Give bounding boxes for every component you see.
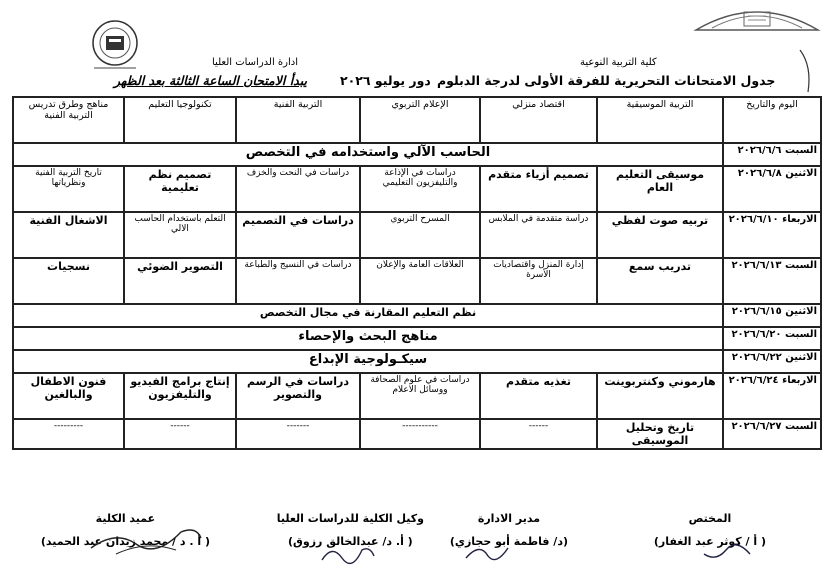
signature-name: ( أ . د / محمد زيدان عبد الحميد): [40, 535, 210, 548]
signature-name: ( أ / كوثر عبد الغفار): [653, 535, 766, 548]
shared-subject: الحاسب الآلي واستخدامه في التخصص: [13, 143, 723, 166]
exam-date: الاثنين ٢٠٢٦/٦/٨: [723, 166, 821, 212]
shared-subject: نظم التعليم المقارنة في مجال التخصص: [13, 304, 723, 327]
subject-cell: ------: [480, 419, 597, 449]
table-row: [13, 143, 821, 166]
column-header-art-curricula: مناهج وطرق تدريس التربية الفنية: [13, 97, 124, 143]
column-header-art-education: التربية الفنية: [236, 97, 360, 143]
exam-schedule-table: [12, 96, 822, 450]
subject-cell: إدارة المنزل واقتصاديات الأسرة: [480, 258, 597, 304]
subject-cell: دراسات في علوم الصحافة ووسائل الاعلام: [360, 373, 480, 419]
subject-cell: دراسات في النحت والخزف: [236, 166, 360, 212]
subject-cell: هارموني وكنتربوينت: [597, 373, 723, 419]
subject-cell: ---------: [13, 419, 124, 449]
subject-cell: تغذيه متقدم: [480, 373, 597, 419]
table-row: [13, 166, 821, 212]
subject-cell: تاريخ التربية الفنية ونظرياتها: [13, 166, 124, 212]
subject-cell: تصميم أزياء متقدم: [480, 166, 597, 212]
subject-cell: تصميم نظم تعليمية: [124, 166, 236, 212]
column-header-music: التربية الموسيقية: [597, 97, 723, 143]
subject-cell: دراسات في التصميم: [236, 212, 360, 258]
subject-cell: ------: [124, 419, 236, 449]
subject-cell: التعلم باستخدام الحاسب الالي: [124, 212, 236, 258]
exam-date: الاربعاء ٢٠٢٦/٦/٢٤: [723, 373, 821, 419]
signature-name: ( أ. د/ عبدالخالق رزوق): [288, 535, 413, 548]
handwritten-signature-vice-dean: [318, 540, 378, 566]
exam-date: الاثنين ٢٠٢٦/٦/٢٢: [723, 350, 821, 373]
college-logo: [84, 18, 146, 72]
subject-cell: دراسات في الرسم والتصوير: [236, 373, 360, 419]
table-row: [13, 419, 821, 449]
subject-cell: دراسة متقدمة في الملابس: [480, 212, 597, 258]
subject-cell: دراسات في النسيج والطباعة: [236, 258, 360, 304]
handwritten-signature-admin-director: [462, 540, 512, 566]
signature-role: المختص: [688, 512, 732, 525]
signature-name: (د/ فاطمة أبو حجازي): [449, 535, 568, 548]
exam-date: السبت ٢٠٢٦/٦/١٣: [723, 258, 821, 304]
column-header-educational-technology: تكنولوجيا التعليم: [124, 97, 236, 143]
subject-cell: -----------: [360, 419, 480, 449]
exam-date: الاثنين ٢٠٢٦/٦/١٥: [723, 304, 821, 327]
subject-cell: -------: [236, 419, 360, 449]
table-row: [13, 304, 821, 327]
signature-role: مدير الادارة: [477, 512, 540, 525]
session-label: دور يوليو ٢٠٢٦: [340, 73, 431, 88]
exam-date: السبت ٢٠٢٦/٦/٢٠: [723, 327, 821, 350]
pen-mark: [796, 46, 820, 96]
exam-date: السبت ٢٠٢٦/٦/٢٧: [723, 419, 821, 449]
subject-cell: إنتاج برامج الفيديو والتليفزيون: [124, 373, 236, 419]
subject-cell: تربيه صوت لفظي: [597, 212, 723, 258]
table-row: [13, 327, 821, 350]
shared-subject: سيكـولوجية الإبداع: [13, 350, 723, 373]
column-header-educational-media: الإعلام التربوي: [360, 97, 480, 143]
signature-role: عميد الكلية: [95, 512, 156, 525]
handwritten-signature-dean: [86, 510, 206, 560]
subject-cell: التصوير الضوئي: [124, 258, 236, 304]
exam-start-time: يبدأ الامتحان الساعة الثالثة بعد الظهر: [114, 73, 307, 88]
subject-cell: تاريخ وتحليل الموسيقى: [597, 419, 723, 449]
signature-role: وكيل الكلية للدراسات العليا: [276, 512, 424, 525]
column-header-home-economics: اقتصاد منزلي: [480, 97, 597, 143]
table-row: [13, 212, 821, 258]
subject-cell: المسرح التربوي: [360, 212, 480, 258]
table-row: [13, 350, 821, 373]
subject-cell: الاشغال الفنية: [13, 212, 124, 258]
university-seal-logo: [692, 0, 822, 36]
exam-date: السبت ٢٠٢٦/٦/٦: [723, 143, 821, 166]
document-title: جدول الامتحانات التحريرية للفرقة الأولى لدرجة الدبلوم: [437, 73, 776, 88]
subject-cell: دراسات في الإذاعة والتليفزيون التعليمي: [360, 166, 480, 212]
table-header-row: [13, 97, 821, 143]
subject-cell: العلاقات العامة والإعلان: [360, 258, 480, 304]
table-row: [13, 373, 821, 419]
table-row: [13, 258, 821, 304]
shared-subject: مناهج البحث والإحصاء: [13, 327, 723, 350]
college-name: كلية التربية النوعية: [580, 57, 657, 68]
subject-cell: فنون الاطفال والبالغين: [13, 373, 124, 419]
handwritten-signature-specialist: [700, 540, 760, 566]
exam-date: الاربعاء ٢٠٢٦/٦/١٠: [723, 212, 821, 258]
column-header-date: اليوم والتاريخ: [723, 97, 821, 143]
subject-cell: نسجيات: [13, 258, 124, 304]
department-name: ادارة الدراسات العليا: [212, 57, 298, 68]
subject-cell: موسيقى التعليم العام: [597, 166, 723, 212]
subject-cell: تدريب سمع: [597, 258, 723, 304]
